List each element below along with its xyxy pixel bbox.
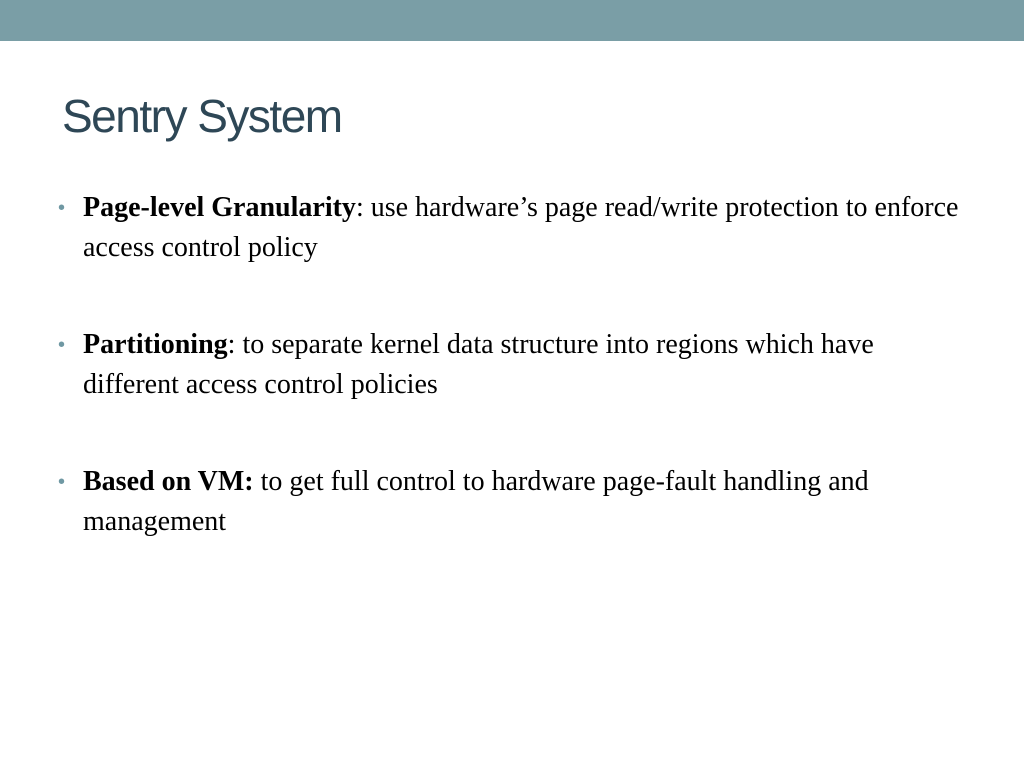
bullet-icon: • bbox=[58, 471, 66, 493]
bullet-list bbox=[58, 188, 968, 599]
bullet-item-vm bbox=[58, 462, 968, 542]
bullet-text: to get full control to hardware page-fault handling and management bbox=[83, 466, 869, 537]
slide-title: Sentry System bbox=[62, 90, 342, 142]
bullet-item-granularity bbox=[58, 188, 968, 268]
bullet-icon: • bbox=[58, 334, 66, 356]
top-band bbox=[0, 0, 1024, 41]
bullet-text: : use hardware’s page read/write protection to enforce access control policy bbox=[83, 192, 959, 263]
bullet-term: Page-level Granularity bbox=[83, 192, 356, 223]
bullet-item-partitioning bbox=[58, 325, 968, 405]
bullet-term: Partitioning bbox=[83, 329, 228, 360]
bullet-text: : to separate kernel data structure into regions which have different access control policies bbox=[83, 329, 874, 400]
bullet-term: Based on VM: bbox=[83, 466, 254, 497]
bullet-icon: • bbox=[58, 197, 66, 219]
